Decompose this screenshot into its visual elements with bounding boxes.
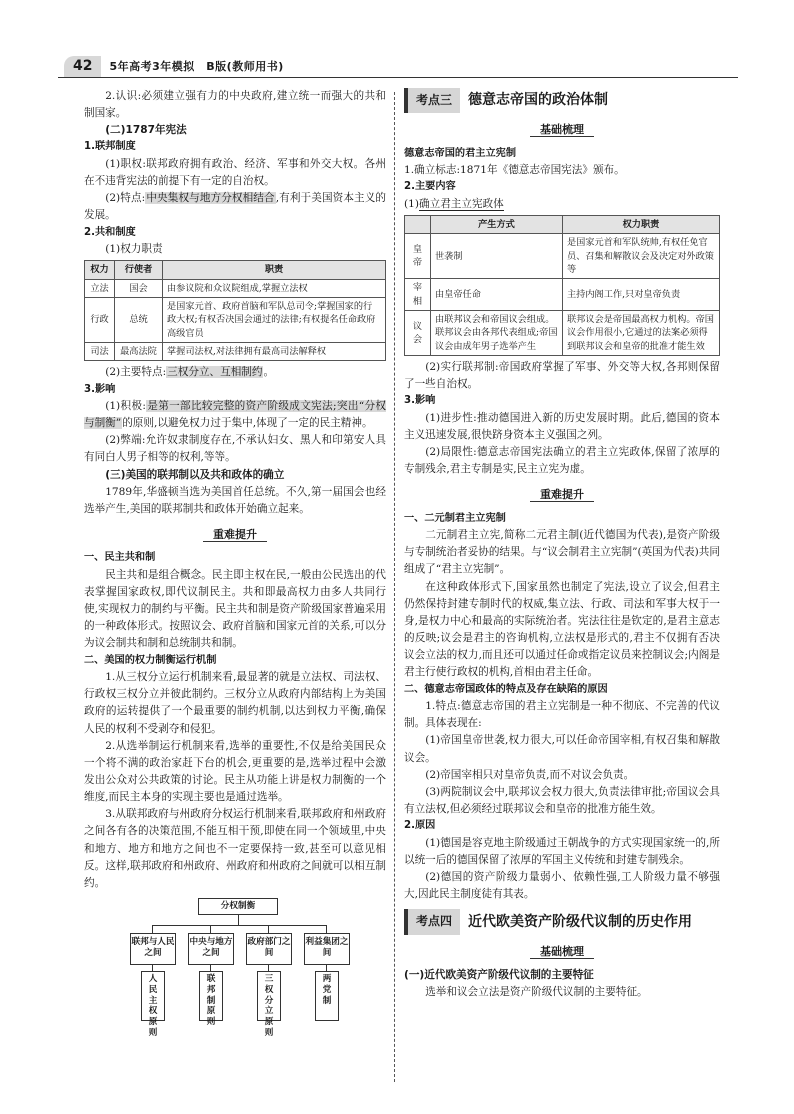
table-header: 行使者 <box>115 261 163 279</box>
heading-checks-balances: 二、美国的权力制衡运行机制 <box>84 654 217 666</box>
dual-paragraph-2: 在这种政体形式下,国家虽然也制定了宪法,设立了议会,但君主仍然保持封建专制时代的权威,集立法、行政、司法和军事大权于一身,是权力中心和最高的实际统治者。宪法往往是钦定的,是君主意志的反映;议会是君主的咨询机构,立法权是形式的,君主不仅拥有否决议会立法的权力,而且还可以通过任命或指定议员来控制议会;内阁是君主行使行政权的机构,首相由君主任命。 <box>404 580 720 679</box>
progressive-paragraph: (1)进步性:推动德国进入新的历史发展时期。此后,德国的资本主义迅速发展,很快跻身资本主义强国之列。 <box>404 411 720 442</box>
main-content-heading: 2.主要内容 <box>404 181 456 193</box>
diagram-mid-box: 利益集团之间 <box>304 933 350 965</box>
kaodian-tag: 考点四 <box>404 909 460 934</box>
federal-feature-paragraph: (2)特点:中央集权与地方分权相结合,有利于美国资本主义的发展。 <box>84 192 387 222</box>
heading-democratic-republic: 一、民主共和制 <box>84 552 156 564</box>
heading-reasons: 2.原因 <box>404 820 436 832</box>
book-title: 5年高考3年模拟 B版(教师用书) <box>109 59 284 73</box>
heading-dual-monarchy: 一、二元制君主立宪制 <box>404 512 506 524</box>
limitation-paragraph: (2)局限性:德意志帝国宪法确立的君主立宪政体,保留了浓厚的专制残余,君主专制是实,民主立宪为虚。 <box>404 446 720 476</box>
reason-item-1: (1)德国是容克地主阶级通过王朝战争的方式实现国家统一的,所以统一后的德国保留了浓厚的军国主义传统和封建专制残余。 <box>404 836 720 866</box>
kaodian-4-banner <box>404 909 720 934</box>
diagram-mid-box: 中央与地方之间 <box>188 933 234 965</box>
intro-paragraph: 2.认识:必须建立强有力的中央政府,建立统一而强大的共和制国家。 <box>84 90 386 120</box>
heading-features-defects: 二、德意志帝国政体的特点及存在缺陷的原因 <box>404 683 608 695</box>
power-duties-label: (1)权力职责 <box>105 243 163 256</box>
highlight-text: 三权分立、互相制约 <box>167 366 263 379</box>
table-row: 行政 总统 是国家元首、政府首脑和军队总司令;掌握国家的行政大权;有权否决国会通过的法律;有权提名任命政府高级官员 <box>85 297 386 342</box>
table-row: 议会 由联邦议会和帝国议会组成。联邦议会由各邦代表组成;帝国议会由成年男子选举产生 联邦议会是帝国最高权力机构。帝国议会作用很小,它通过的法案必须得到联邦议会和皇帝的批准才能生效 <box>405 311 720 356</box>
dual-paragraph-1: 二元制君主立宪,简称二元君主制(近代德国为代表),是资产阶级与专制统治者妥协的结果。与“议会制君主立宪制”(英国为代表)共同组成了“君主立宪制”。 <box>404 529 720 576</box>
heading-german-influence: 3.影响 <box>404 395 436 407</box>
feature-item-3: (3)两院制议会中,联邦议会权力很大,负责法律审批;帝国议会具有立法权,但必须经过联邦议会和皇帝的批准方能生效。 <box>404 785 720 816</box>
table-row: 立法 国会 由参议院和众议院组成,掌握立法权 <box>85 279 386 297</box>
page-number: 42 <box>64 56 101 77</box>
key-points-pill: 重难提升 <box>84 526 386 544</box>
highlight-text: 是第一部比较完整的资产阶级成文宪法;突出“分权与制衡” <box>84 400 387 430</box>
diagram-leaf-box: 三权分立原则 <box>257 971 281 1021</box>
main-feature-paragraph: (2)主要特点:三权分立、互相制约。 <box>105 366 275 379</box>
kaodian-title: 德意志帝国的政治体制 <box>468 92 609 109</box>
influence-positive-paragraph: (1)积极:是第一部比较完整的资产阶级成文宪法;突出“分权与制衡”的原则,以避免权力过于集中,体现了一定的民主精神。 <box>84 400 387 430</box>
feature-paragraph: 1.特点:德意志帝国的君主立宪制是一种不彻底、不完善的代议制。具体表现在: <box>404 700 720 730</box>
heading-republic-system: 2.共和制度 <box>84 226 136 238</box>
feature-item-2: (2)帝国宰相只对皇帝负责,而不对议会负责。 <box>425 768 635 781</box>
kaodian-title: 近代欧美资产阶级代议制的历史作用 <box>468 913 693 930</box>
federal-system-paragraph: (2)实行联邦制:帝国政府掌握了军事、外交等大权,各邦则保留了一些自治权。 <box>404 361 720 391</box>
section-title-1787-constitution: (二)1787年宪法 <box>105 124 187 137</box>
page-header <box>58 56 738 78</box>
table-header: 权力职责 <box>563 215 720 233</box>
diagram-root-box: 分权制衡 <box>198 898 278 915</box>
basic-review-pill: 基础梳理 <box>404 121 720 139</box>
highlight-text: 中央集权与地方分权相结合 <box>146 192 275 205</box>
table-row: 司法 最高法院 掌握司法权,对法律拥有最高司法解释权 <box>85 343 386 361</box>
checks-paragraph-2: 2.从选举制运行机制来看,选举的重要性,不仅是给美国民众一个将不满的政治家赶下台的机会,更重要的是,选举过程中会激发出公众对公共政策的讨论。民主从功能上讲是权力制衡的一个维度,而民主本身的实现主要也是通过选举。 <box>84 739 386 804</box>
main-content-sub: (1)确立君主立宪政体 <box>404 197 504 210</box>
checks-balances-diagram <box>128 898 349 1038</box>
key-points-pill: 重难提升 <box>404 486 720 504</box>
federal-powers-paragraph: (1)职权:联邦政府拥有政治、经济、军事和外交大权。各州在不违背宪法的前提下有一定的自治权。 <box>84 157 386 188</box>
heading-federal-system: 1.联邦制度 <box>84 141 136 153</box>
checks-paragraph-1: 1.从三权分立运行机制来看,最显著的就是立法权、司法权、行政权三权分立并彼此制约。三权分立从政府内部结构上为美国政府的运转提供了一个最重要的制约机制,以达到权力平衡,确保人民的权利不受剥夺和侵犯。 <box>84 671 386 735</box>
main-features-paragraph: 选举和议会立法是资产阶级代议制的主要特征。 <box>425 986 648 999</box>
left-column <box>84 88 387 1038</box>
checks-paragraph-3: 3.从联邦政府与州政府分权运行机制来看,联邦政府和州政府之间各有各的决策范围,不能互相干预,即使在同一个领域里,中央和地方、地方和地方之间也不一定要保持一致,甚至可以意见相反。这样,联邦政府和州政府、州政府和州政府之间就可以相互制约。 <box>84 808 386 889</box>
table-header: 职责 <box>163 261 386 279</box>
establishment-sign: 1.确立标志:1871年《德意志帝国宪法》颁布。 <box>404 164 625 177</box>
section-title-main-features: (一)近代欧美资产阶级代议制的主要特征 <box>404 968 594 981</box>
diagram-mid-box: 联邦与人民之间 <box>130 933 176 965</box>
heading-influence: 3.影响 <box>84 383 116 395</box>
table-header <box>405 215 431 233</box>
table-header: 权力 <box>85 261 115 279</box>
table-row: 宰相 由皇帝任命 主持内阁工作,只对皇帝负责 <box>405 279 720 311</box>
heading-monarchy: 德意志帝国的君主立宪制 <box>404 147 517 159</box>
diagram-leaf-box: 两党制 <box>315 971 339 1021</box>
diagram-mid-box: 政府部门之间 <box>246 933 292 965</box>
us-powers-table <box>84 260 386 361</box>
table-row: 皇帝 世袭制 是国家元首和军队统帅,有权任免官员、召集和解散议会及决定对外政策等 <box>405 234 720 279</box>
right-column <box>404 88 720 1001</box>
reason-item-2: (2)德国的资产阶级力量弱小、依赖性强,工人阶级力量不够强大,因此民主制度徒有其表。 <box>404 871 720 901</box>
diagram-leaf-box: 联邦制原则 <box>199 971 223 1021</box>
table-header: 产生方式 <box>431 215 563 233</box>
feature-item-1: (1)帝国皇帝世袭,权力很大,可以任命帝国宰相,有权召集和解散议会。 <box>404 734 720 764</box>
kaodian-tag: 考点三 <box>404 88 460 113</box>
diagram-leaf-box: 人民主权原则 <box>141 971 165 1021</box>
democratic-republic-paragraph: 民主共和是组合概念。民主即主权在民,一般由公民选出的代表掌握国家政权,即代议制民主。共和即最高权力由多人共同行使,实现权力的制约与平衡。民主共和制是资产阶级国家普遍采用的一种政体形式。按照议会、政府首脑和国家元首的关系,可以分为议会制共和制和总统制共和制。 <box>84 568 386 650</box>
kaodian-3-banner <box>404 88 720 113</box>
underlined-text: 确立君主立宪政体 <box>419 197 504 210</box>
section-title-federal-republic: (三)美国的联邦制以及共和政体的确立 <box>105 468 285 481</box>
basic-review-pill: 基础梳理 <box>404 943 720 961</box>
german-institutions-table <box>404 215 720 356</box>
influence-negative-paragraph: (2)弊端:允许奴隶制度存在,不承认妇女、黑人和印第安人具有同白人男子相等的权利,等等。 <box>84 434 386 464</box>
column-divider <box>394 92 395 1082</box>
section3-paragraph: 1789年,华盛顿当选为美国首任总统。不久,第一届国会也经选举产生,美国的联邦制共和政体开始确立起来。 <box>84 485 386 515</box>
